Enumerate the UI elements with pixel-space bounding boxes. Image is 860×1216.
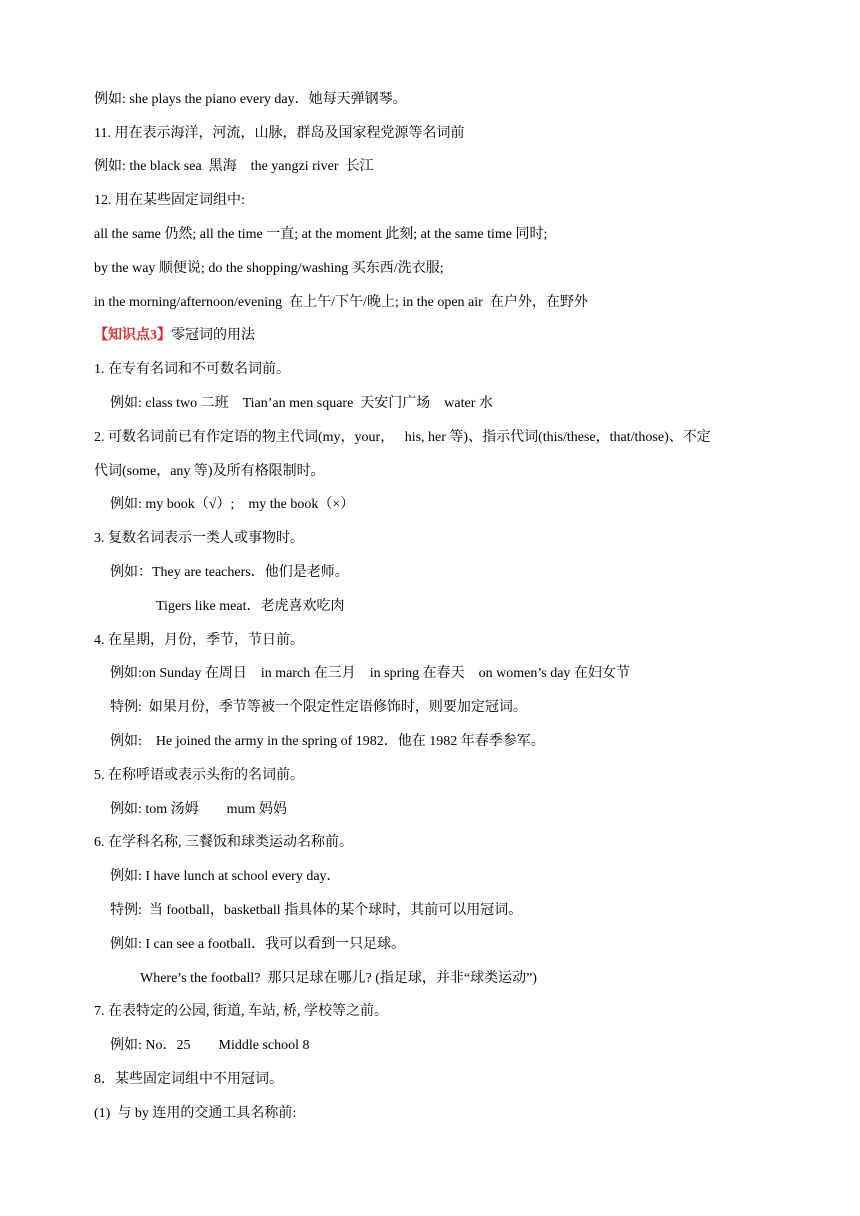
zero-rule-8: 8．某些固定词组中不用冠词。	[94, 1072, 283, 1087]
example-piano: 例如: she plays the piano every day．她每天弹钢琴。	[94, 92, 407, 107]
zero-rule-7: 7. 在表特定的公园, 街道, 车站, 桥, 学校等之前。	[94, 1004, 388, 1019]
zero-rule-2: 2. 可数名词前已有作定语的物主代词(my，your， his, her 等)、指示代词(this/these，that/those)、不定	[94, 430, 711, 445]
rule-12: 12. 用在某些固定词组中:	[94, 193, 245, 208]
zero-special-6: 特例: 当 football，basketball 指具体的某个球时，其前可以用冠词。	[110, 903, 523, 918]
rule-11: 11. 用在表示海洋，河流，山脉，群岛及国家程党源等名词前	[94, 126, 465, 141]
phrases-line-1: all the same 仍然; all the time 一直; at the moment 此刻; at the same time 同时;	[94, 227, 548, 242]
zero-example-7: 例如: No．25 Middle school 8	[110, 1038, 310, 1053]
zero-example-6c: Where’s the football? 那只足球在哪儿? (指足球，并非“球类运动”)	[140, 971, 537, 986]
zero-rule-8-1: (1) 与 by 连用的交通工具名称前:	[94, 1106, 297, 1121]
zero-rule-5: 5. 在称呼语或表示头衔的名词前。	[94, 768, 304, 783]
knowledge-point-tag: 【知识点3】	[94, 328, 171, 343]
zero-example-2: 例如: my book（√）; my the book（×）	[110, 497, 355, 512]
section-heading	[94, 327, 255, 345]
section-title: 零冠词的用法	[171, 328, 255, 343]
example-sea-river: 例如: the black sea 黑海 the yangzi river 长江	[94, 159, 374, 174]
zero-example-5: 例如: tom 汤姆 mum 妈妈	[110, 802, 287, 817]
zero-special-4: 特例: 如果月份，季节等被一个限定性定语修饰时，则要加定冠词。	[110, 700, 527, 715]
phrases-line-3: in the morning/afternoon/evening 在上午/下午/晚上; in the open air 在户外，在野外	[94, 295, 588, 310]
zero-example-4: 例如:on Sunday 在周日 in march 在三月 in spring 在春天 on women’s day 在妇女节	[110, 666, 630, 681]
zero-rule-3: 3. 复数名词表示一类人或事物时。	[94, 531, 304, 546]
zero-rule-6: 6. 在学科名称, 三餐饭和球类运动名称前。	[94, 835, 353, 850]
zero-example-1: 例如: class two 二班 Tian’an men square 天安门广场 water 水	[110, 396, 493, 411]
zero-example-3b: Tigers like meat．老虎喜欢吃肉	[156, 599, 345, 614]
zero-example-6: 例如: I have lunch at school every day．	[110, 869, 341, 884]
zero-rule-1: 1. 在专有名词和不可数名词前。	[94, 362, 290, 377]
zero-rule-4: 4. 在星期，月份，季节，节日前。	[94, 633, 304, 648]
zero-example-3a: 例如：They are teachers．他们是老师。	[110, 565, 349, 580]
zero-example-6b: 例如: I can see a football．我可以看到一只足球。	[110, 937, 406, 952]
zero-example-4b: 例如: He joined the army in the spring of 1982．他在 1982 年春季参军。	[110, 734, 545, 749]
phrases-line-2: by the way 顺便说; do the shopping/washing 买东西/洗衣服;	[94, 261, 444, 276]
zero-rule-2-cont: 代词(some，any 等)及所有格限制时。	[94, 464, 325, 479]
